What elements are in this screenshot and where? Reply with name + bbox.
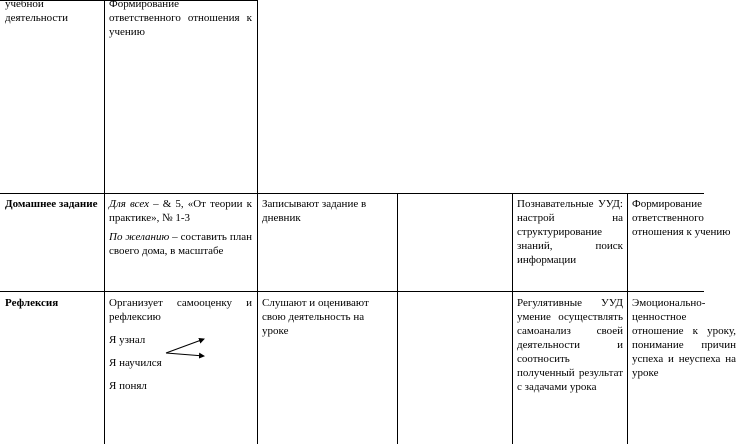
border-row-homework-top [0,193,704,194]
homework-teacher-para-optional [109,230,252,258]
top-row-teacher-cell [109,0,252,39]
homework-teacher-para-all [109,197,252,225]
reflection-understood: Я понял [109,380,147,392]
border-col-4-right [512,193,513,444]
border-col-1-right [104,0,105,444]
border-col-2-right [257,0,258,444]
homework-for-all-label: Для всех [109,198,149,210]
homework-personal-cell [632,197,736,239]
top-row-stage-cell [5,0,101,25]
reflection-stage-label: Рефлексия [5,297,59,309]
homework-teacher-cell [109,197,252,263]
reflection-stage-cell [5,296,103,310]
homework-for-all-text: – & 5, «От теории к практике», № 1-3 [109,198,252,224]
reflection-personal-cell [632,296,736,380]
reflection-uud-text: Регулятивные УУД умение осуществлять самоанализ своей деятельности и соотносить полученный результат с задачами урока [517,297,623,393]
top-row-stage-text: учебной деятельности [5,0,68,24]
top-row-teacher-text: Формирование ответственного отношения к учению [109,0,252,38]
reflection-learned: Я узнал [109,334,146,346]
homework-students-text: Записывают задание в дневник [262,198,367,224]
homework-stage-label: Домашнее задание [5,198,98,210]
homework-students-cell [262,197,390,225]
reflection-arrows-icon [164,330,212,358]
reflection-students-cell [262,296,390,338]
homework-optional-text: – составить план своего дома, в масштабе [109,231,252,257]
border-row-reflection-top [0,291,704,292]
homework-optional-label: По желанию [109,231,170,243]
reflection-uud-cell [517,296,623,394]
border-col-3-right [397,193,398,444]
reflection-students-text: Слушают и оценивают свою деятельность на уроке [262,297,369,337]
border-col-5-right [627,193,628,444]
homework-uud-cell [517,197,623,267]
reflection-studied: Я научился [109,357,162,369]
homework-personal-text: Формирование ответственного отношения к учению [632,198,731,238]
reflection-teacher-intro: Организует самооценку и рефлексию [109,297,252,323]
homework-stage-cell [5,197,103,211]
reflection-personal-text: Эмоционально-ценностное отношение к уроку, понимание причин успеха и неуспеха на уроке [632,297,736,379]
homework-uud-text: Познавательные УУД: настрой на структурирование знаний, поиск информации [517,198,623,266]
